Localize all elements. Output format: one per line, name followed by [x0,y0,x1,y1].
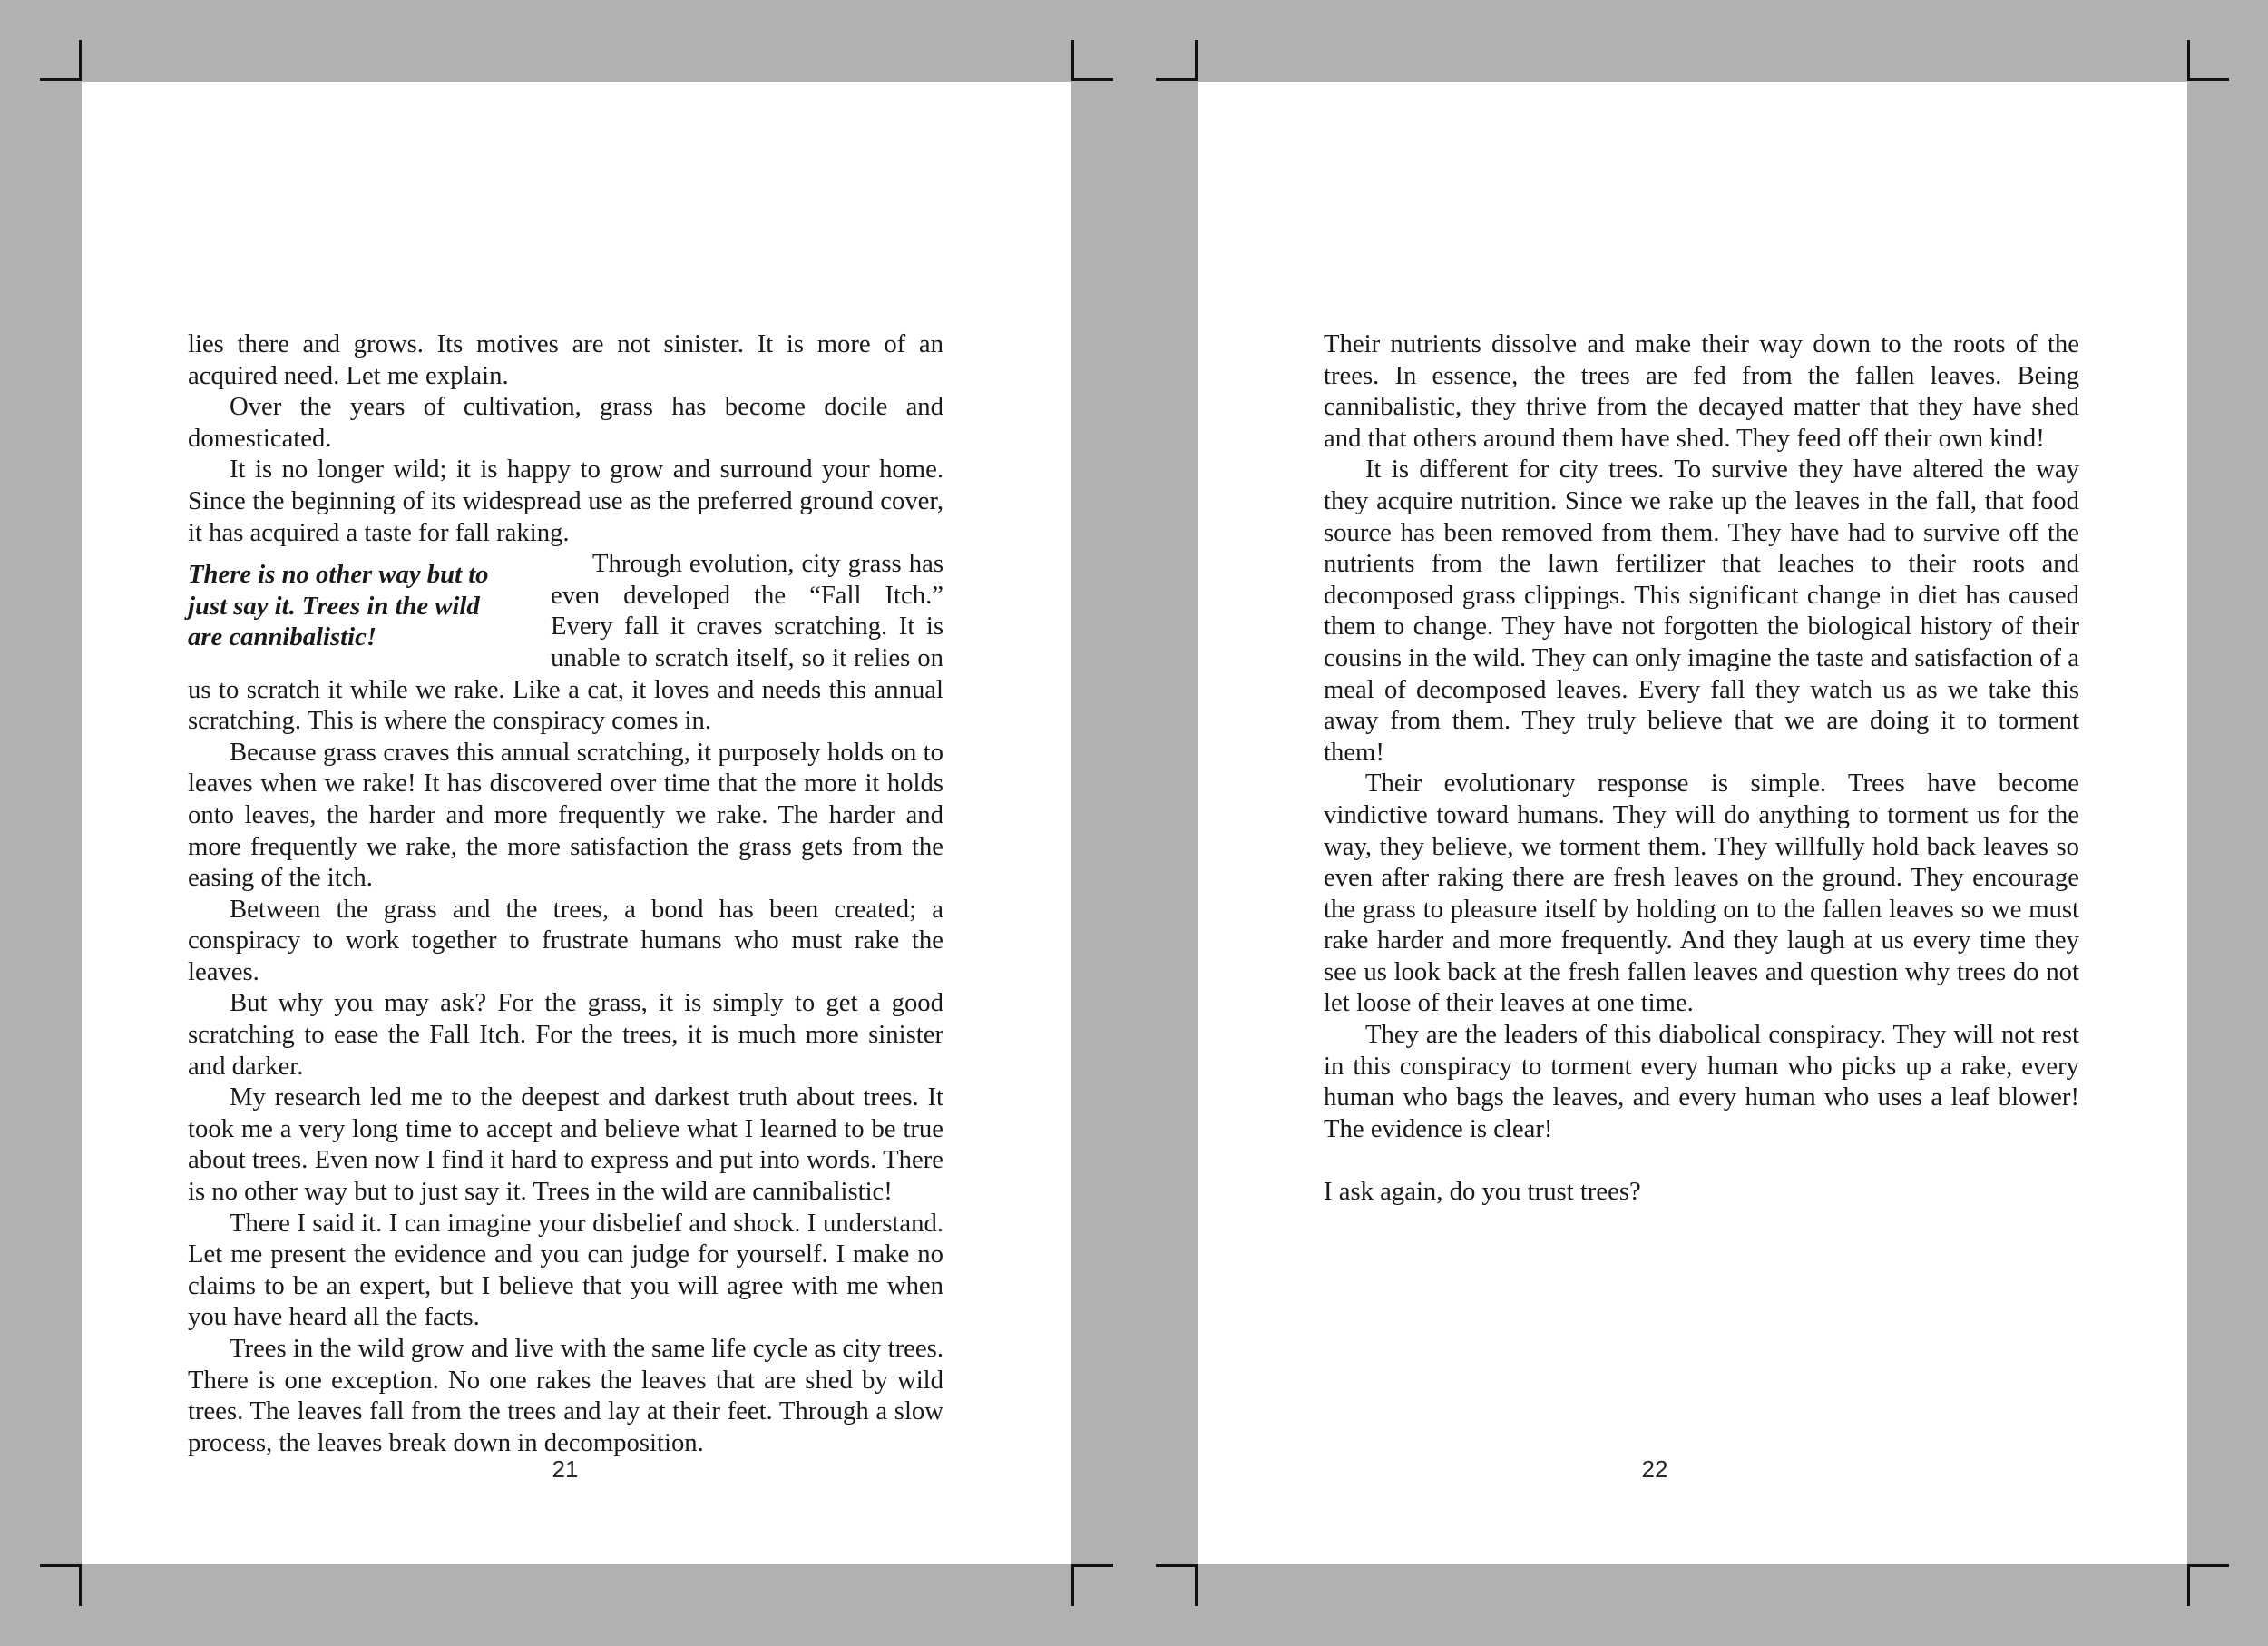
paragraph: But why you may ask? For the grass, it is simply to get a good scratching to ease the Fall Itch. For the trees, it is much more sinister and darker. [188,988,943,1081]
spacer [1324,1144,2079,1176]
paragraph: It is no longer wild; it is happy to grow and surround your home. Since the beginning of its widespread use as the preferred ground cover, it has acquired a taste for fall raking. [188,455,943,547]
paragraph: Their nutrients dissolve and make their way down to the roots of the trees. In essence, the trees are fed from the fallen leaves. Being cannibalistic, they thrive from the decayed matter that they have shed and that others around them have shed. They feed off their own kind! [1324,329,2079,453]
paragraph: Their evolutionary response is simple. Trees have become vindictive toward humans. They will do anything to torment us for the way, they believe, we torment them. They willfully hold back leaves so even after raking there are fresh leaves on the ground. They encourage the grass to pleasure itself by holding on to the fallen leaves so we must rake harder and more frequently. And they laugh at us every time they see us look back at the fresh fallen leaves and question why trees do not let loose of their leaves at one time. [1324,769,2079,1018]
page-number: 22 [1641,1455,1668,1483]
paragraph: There I said it. I can imagine your disbelief and shock. I understand. Let me present the evidence and you can judge for yourself. I make no claims to be an expert, but I believe that you will agree with me when you have heard all the facts. [188,1208,943,1332]
crop-mark [40,78,82,81]
paragraph: Over the years of cultivation, grass has become docile and domesticated. [188,392,943,453]
crop-mark [79,1564,82,1606]
paragraph: lies there and grows. Its motives are not sinister. It is more of an acquired need. Let me explain. [188,329,943,390]
crop-mark [1195,1564,1198,1606]
paragraph: It is different for city trees. To survive they have altered the way they acquire nutrition. Since we rake up the leaves in the fall, that food source has been removed from them. They have had to survive off the nutrients from the lawn fertilizer that leaches to their roots and decomposed grass clippings. This significant change in diet has caused them to change. They have not forgotten the biological history of their cousins in the wild. They can only imagine the taste and satisfaction of a meal of decomposed leaves. Every fall they watch us as we take this away from them. They truly believe that we are doing it to torment them! [1324,455,2079,767]
crop-mark [1156,78,1198,81]
body-text [1324,328,2079,1208]
paragraph: They are the leaders of this diabolical conspiracy. They will not rest in this conspiracy to torment every human who picks up a rake, every human who bags the leaves, and every human who uses a leaf blower! The evidence is clear! [1324,1020,2079,1143]
paragraph: My research led me to the deepest and darkest truth about trees. It took me a very long time to accept and believe what I learned to be true about trees. Even now I find it hard to express and put into words. There is no other way but to just say it. Trees in the wild are cannibalistic! [188,1083,943,1207]
page-22 [1198,82,2187,1564]
crop-mark [2187,78,2229,81]
paragraph: Trees in the wild grow and live with the same life cycle as city trees. There is one exception. No one rakes the leaves that are shed by wild trees. The leaves fall from the trees and lay at their feet. Through a slow process, the leaves break down in decomposition. [188,1334,943,1457]
paragraph: Between the grass and the trees, a bond has been created; a conspiracy to work together to frustrate humans who must rake the leaves. [188,894,943,986]
crop-mark [1071,78,1113,81]
crop-mark [1071,1564,1074,1606]
page-number: 21 [552,1455,579,1483]
crop-mark [2187,1564,2190,1606]
body-text [188,328,943,1458]
page-21 [82,82,1071,1564]
crop-mark [1071,1564,1113,1567]
crop-mark [1156,1564,1198,1567]
crop-mark [2187,40,2190,81]
closing-line: I ask again, do you trust trees? [1324,1177,1641,1207]
paragraph: Because grass craves this annual scratching, it purposely holds on to leaves when we rake! It has discovered over time that the more it holds onto leaves, the harder and more frequently we rake. The harder and more frequently we rake, the more satisfaction the grass gets from the easing of the itch. [188,737,943,893]
pull-quote: There is no other way but to just say it. Trees in the wild are cannibalistic! [188,560,489,652]
crop-mark [79,40,82,81]
crop-mark [1195,40,1198,81]
crop-mark [2187,1564,2229,1567]
crop-mark [1071,40,1074,81]
paragraph: Through evolution, city grass has even developed the “Fall Itch.” Every fall it craves scratching. It is unable to scratch itself, so it relies on us to scratch it while we rake. Like a cat, it loves and needs this annual scratching. This is where the conspiracy comes in. [188,549,943,736]
crop-mark [40,1564,82,1567]
